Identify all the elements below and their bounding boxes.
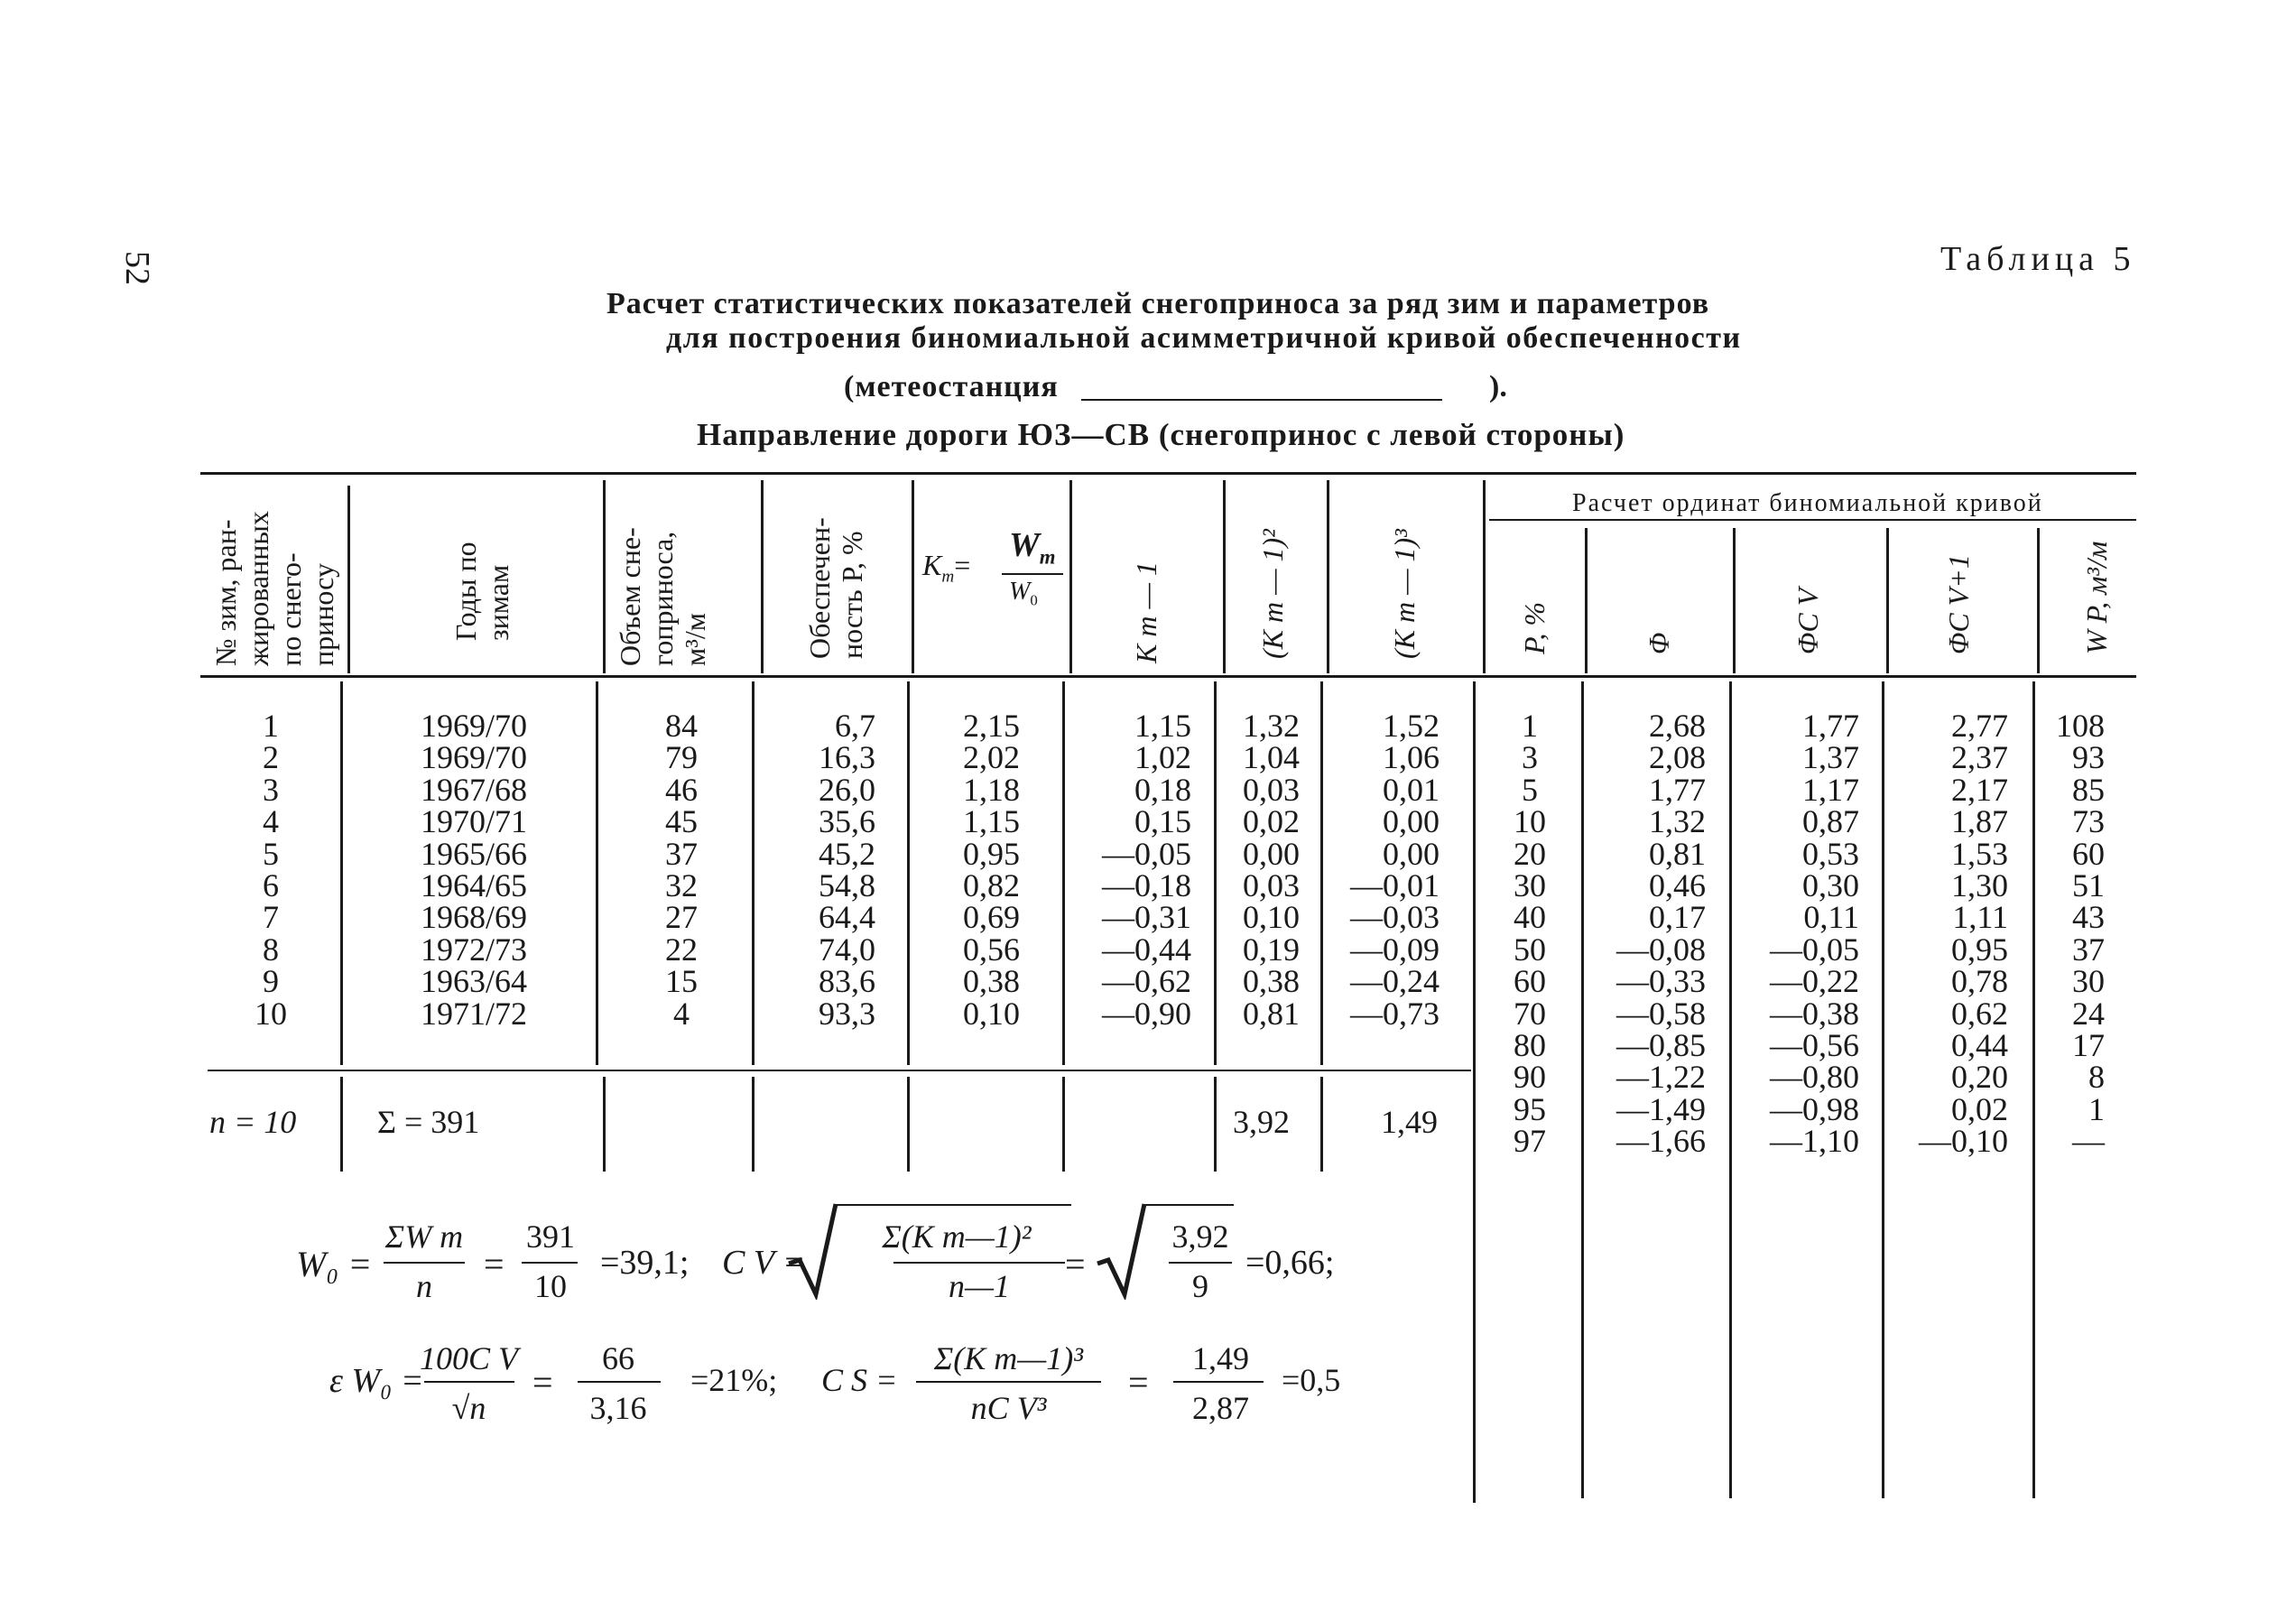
table-cell: 5 — [1522, 771, 1538, 808]
table-cell: 1969/70 — [420, 708, 527, 744]
table-cell: 0,10 — [1243, 899, 1300, 936]
header-line: Обеспечен- — [803, 517, 836, 659]
table-cell: —0,05 — [1770, 931, 1859, 968]
header-line: зимам — [482, 564, 514, 641]
table-cell: 1964/65 — [420, 867, 527, 904]
table-cell: 0,53 — [1802, 835, 1859, 872]
table-cell: 1969/70 — [420, 739, 527, 776]
table-cell: 93 — [2072, 739, 2105, 776]
table-cell: 1,87 — [1951, 803, 2008, 840]
station-prefix: (метеостанция — [844, 370, 1059, 403]
header-p: P, % — [1518, 601, 1551, 654]
table-cell: 35,6 — [819, 803, 875, 840]
table-cell: 37 — [665, 835, 698, 872]
table-cell: 60 — [1514, 963, 1546, 1000]
col-wp — [2040, 710, 2105, 1158]
table-cell: 4 — [673, 995, 690, 1032]
table-cell: 10 — [1514, 803, 1546, 840]
table-cell: —0,10 — [1919, 1123, 2008, 1160]
table-cell: 0,00 — [1243, 835, 1300, 872]
header-line: № зим, ран- — [209, 519, 242, 666]
table-cell: 6 — [263, 867, 279, 904]
header-wp: W P, м³/м — [2080, 541, 2113, 654]
table-cell: 1,77 — [1802, 708, 1859, 744]
table-cell: 37 — [2072, 931, 2105, 968]
table-cell: 3 — [263, 771, 279, 808]
table-cell: —1,66 — [1616, 1123, 1706, 1160]
table-cell: 0,18 — [1134, 771, 1191, 808]
table-cell: 1,06 — [1383, 739, 1440, 776]
table-cell: 3 — [1522, 739, 1538, 776]
table-cell: 1,52 — [1383, 708, 1440, 744]
table-cell: 1,77 — [1649, 771, 1706, 808]
table-cell: 1,37 — [1802, 739, 1859, 776]
table-cell: 32 — [665, 867, 698, 904]
table-cell: 2,15 — [963, 708, 1020, 744]
table-cell: 30 — [2072, 963, 2105, 1000]
table-cell: 1963/64 — [420, 963, 527, 1000]
table-cell: 1972/73 — [420, 931, 527, 968]
table-cell: 0,44 — [1951, 1027, 2008, 1064]
header-km-minus-1-cubed: (K m — 1)³ — [1388, 529, 1421, 659]
table-cell: —0,38 — [1770, 995, 1859, 1032]
table-cell: 0,95 — [1951, 931, 2008, 968]
header-binomial-group: Расчет ординат биномиальной кривой — [1572, 489, 2043, 517]
table-cell: 1,15 — [963, 803, 1020, 840]
table-cell: 10 — [255, 995, 287, 1032]
table-cell: 0,62 — [1951, 995, 2008, 1032]
header-phi: Φ — [1643, 632, 1675, 654]
table-cell: 1 — [263, 708, 279, 744]
table-cell: —0,85 — [1616, 1027, 1706, 1064]
header-line: по снего- — [274, 552, 307, 666]
header-line: Годы по — [449, 542, 482, 641]
header-years — [449, 542, 514, 641]
table-cell: 22 — [665, 931, 698, 968]
title-line-1: Расчет статистических показателей снегоприноса за ряд зим и параметров — [606, 287, 1710, 320]
total-sum: Σ = 391 — [377, 1104, 480, 1140]
table-cell: 1 — [1522, 708, 1538, 744]
header-line: гоприноса, — [646, 531, 679, 666]
table-cell: 2,08 — [1649, 739, 1706, 776]
table-cell: 0,10 — [963, 995, 1020, 1032]
table-cell: 85 — [2072, 771, 2105, 808]
col-km-minus-1 — [1074, 710, 1191, 1030]
header-phi-cv-plus-1: ΦC V+1 — [1942, 554, 1975, 654]
table-label: Таблица 5 — [1940, 240, 2136, 278]
table-cell: 64,4 — [819, 899, 875, 936]
table-cell: 0,46 — [1649, 867, 1706, 904]
table-cell: 1968/69 — [420, 899, 527, 936]
table-cell: 2,02 — [963, 739, 1020, 776]
col-volume — [650, 710, 713, 1030]
table-cell: 1,11 — [1952, 899, 2008, 936]
table-cell: 84 — [665, 708, 698, 744]
table-cell: 0,15 — [1134, 803, 1191, 840]
table-cell: 2 — [263, 739, 279, 776]
table-cell: 2,68 — [1649, 708, 1706, 744]
col-km-minus-1-squared — [1223, 710, 1300, 1030]
table-cell: —0,08 — [1616, 931, 1706, 968]
col-p — [1494, 710, 1566, 1158]
table-cell: 50 — [1514, 931, 1546, 968]
table-cell: 1,53 — [1951, 835, 2008, 872]
table-cell: 0,19 — [1243, 931, 1300, 968]
direction-heading: Направление дороги ЮЗ—СВ (снегопринос с левой стороны) — [697, 417, 1625, 452]
table-cell: —0,33 — [1616, 963, 1706, 1000]
table-cell: 43 — [2072, 899, 2105, 936]
table-cell: —0,80 — [1770, 1059, 1859, 1096]
table-cell: 95 — [1514, 1090, 1546, 1127]
table-cell: 80 — [1514, 1027, 1546, 1064]
table-cell: —0,58 — [1616, 995, 1706, 1032]
table-cell: 27 — [665, 899, 698, 936]
table-cell: 0,00 — [1383, 835, 1440, 872]
table-cell: 97 — [1514, 1123, 1546, 1160]
table-cell: 0,38 — [963, 963, 1020, 1000]
table-cell: —0,73 — [1350, 995, 1440, 1032]
table-cell: 0,30 — [1802, 867, 1859, 904]
header-line: ность P, % — [836, 531, 868, 659]
table-cell: 0,20 — [1951, 1059, 2008, 1096]
table-cell: —1,10 — [1770, 1123, 1859, 1160]
table-cell: —0,03 — [1350, 899, 1440, 936]
table-cell: 70 — [1514, 995, 1546, 1032]
table-cell: 0,01 — [1383, 771, 1440, 808]
table-cell: 45,2 — [819, 835, 875, 872]
table-cell: 20 — [1514, 835, 1546, 872]
col-rank — [244, 710, 298, 1030]
col-phi — [1597, 710, 1706, 1158]
table-cell: —0,44 — [1102, 931, 1191, 968]
header-line: м³/м — [679, 613, 711, 666]
header-phi-cv: ΦC V — [1791, 588, 1824, 654]
table-cell: 24 — [2072, 995, 2105, 1032]
table-cell: 0,81 — [1649, 835, 1706, 872]
table-cell: 7 — [263, 899, 279, 936]
table-cell: 16,3 — [819, 739, 875, 776]
table-cell: —0,31 — [1102, 899, 1191, 936]
header-line: жированных — [242, 511, 274, 666]
table-cell: 1967/68 — [420, 771, 527, 808]
table-cell: 46 — [665, 771, 698, 808]
table-cell: 1970/71 — [420, 803, 527, 840]
header-km-minus-1-squared: (K m — 1)² — [1256, 529, 1289, 659]
table-cell: 0,03 — [1243, 771, 1300, 808]
table-cell: 1,32 — [1243, 708, 1300, 744]
station-suffix: ). — [1489, 370, 1507, 403]
table-cell: 26,0 — [819, 771, 875, 808]
col-km-minus-1-cubed — [1331, 710, 1440, 1030]
table-cell: 2,77 — [1951, 708, 2008, 744]
table-cell: 73 — [2072, 803, 2105, 840]
title-line-2: для построения биномиальной асимметричной кривой обеспеченности — [666, 321, 1742, 355]
table-cell: 60 — [2072, 835, 2105, 872]
table-cell: 8 — [263, 931, 279, 968]
table-cell: 0,56 — [963, 931, 1020, 968]
table-cell: — — [2072, 1123, 2105, 1160]
table-cell: 90 — [1514, 1059, 1546, 1096]
header-line: Объем сне- — [614, 527, 646, 666]
col-probability — [794, 710, 875, 1030]
table-cell: 0,82 — [963, 867, 1020, 904]
table-cell: 0,00 — [1383, 803, 1440, 840]
table-cell: —0,62 — [1102, 963, 1191, 1000]
table-cell: 0,87 — [1802, 803, 1859, 840]
table-cell: 2,17 — [1951, 771, 2008, 808]
sqrt-icon-2 — [1094, 1200, 1148, 1300]
table-cell: 5 — [263, 835, 279, 872]
table-cell: 8 — [2088, 1059, 2105, 1096]
header-rank — [209, 511, 339, 666]
table-cell: 45 — [665, 803, 698, 840]
table-cell: —0,01 — [1350, 867, 1440, 904]
table-cell: 6,7 — [835, 708, 875, 744]
table-cell: 83,6 — [819, 963, 875, 1000]
table-cell: —0,05 — [1102, 835, 1191, 872]
table-cell: 54,8 — [819, 867, 875, 904]
table-cell: 51 — [2072, 867, 2105, 904]
table-cell: 0,78 — [1951, 963, 2008, 1000]
table-cell: 0,69 — [963, 899, 1020, 936]
table-cell: 108 — [2056, 708, 2105, 744]
table-cell: 0,17 — [1649, 899, 1706, 936]
total-n: n = 10 — [209, 1104, 297, 1140]
table-cell: 0,95 — [963, 835, 1020, 872]
table-cell: —0,22 — [1770, 963, 1859, 1000]
table-cell: 17 — [2072, 1027, 2105, 1064]
total-sum-sq: 3,92 — [1233, 1104, 1290, 1140]
table-cell: 15 — [665, 963, 698, 1000]
header-probability — [803, 517, 868, 659]
col-phi-cv-plus-1 — [1895, 710, 2008, 1158]
header-volume — [614, 527, 711, 666]
header-line: приносу — [307, 563, 339, 666]
station-blank-line — [1081, 399, 1442, 401]
table-cell: —1,49 — [1616, 1090, 1706, 1127]
col-km — [939, 710, 1020, 1030]
table-cell: 2,37 — [1951, 739, 2008, 776]
table-cell: 1,17 — [1802, 771, 1859, 808]
table-cell: —0,90 — [1102, 995, 1191, 1032]
table-cell: 93,3 — [819, 995, 875, 1032]
total-sum-cu: 1,49 — [1381, 1104, 1438, 1140]
header-km-minus-1: K m — 1 — [1130, 561, 1162, 663]
table-cell: —0,18 — [1102, 867, 1191, 904]
sqrt-icon — [785, 1200, 839, 1300]
page-number: 52 — [118, 251, 156, 285]
table-cell: —0,98 — [1770, 1090, 1859, 1127]
table-cell: 9 — [263, 963, 279, 1000]
table-cell: 1,30 — [1951, 867, 2008, 904]
table-cell: 1971/72 — [420, 995, 527, 1032]
table-cell: 1,04 — [1243, 739, 1300, 776]
table-cell: 0,02 — [1951, 1090, 2008, 1127]
table-cell: 74,0 — [819, 931, 875, 968]
table-cell: 0,02 — [1243, 803, 1300, 840]
table-cell: 4 — [263, 803, 279, 840]
table-cell: 79 — [665, 739, 698, 776]
col-phi-cv — [1746, 710, 1859, 1158]
table-cell: —0,24 — [1350, 963, 1440, 1000]
table-cell: 1965/66 — [420, 835, 527, 872]
table-cell: —1,22 — [1616, 1059, 1706, 1096]
table-cell: 0,81 — [1243, 995, 1300, 1032]
table-cell: 0,11 — [1803, 899, 1859, 936]
table-cell: —0,09 — [1350, 931, 1440, 968]
table-cell: 1 — [2088, 1090, 2105, 1127]
col-years — [397, 710, 551, 1030]
table-cell: 0,03 — [1243, 867, 1300, 904]
table-cell: 1,15 — [1134, 708, 1191, 744]
table-cell: 40 — [1514, 899, 1546, 936]
table-cell: 30 — [1514, 867, 1546, 904]
table-cell: 0,38 — [1243, 963, 1300, 1000]
table-cell: 1,02 — [1134, 739, 1191, 776]
table-cell: —0,56 — [1770, 1027, 1859, 1064]
table-cell: 1,32 — [1649, 803, 1706, 840]
table-cell: 1,18 — [963, 771, 1020, 808]
